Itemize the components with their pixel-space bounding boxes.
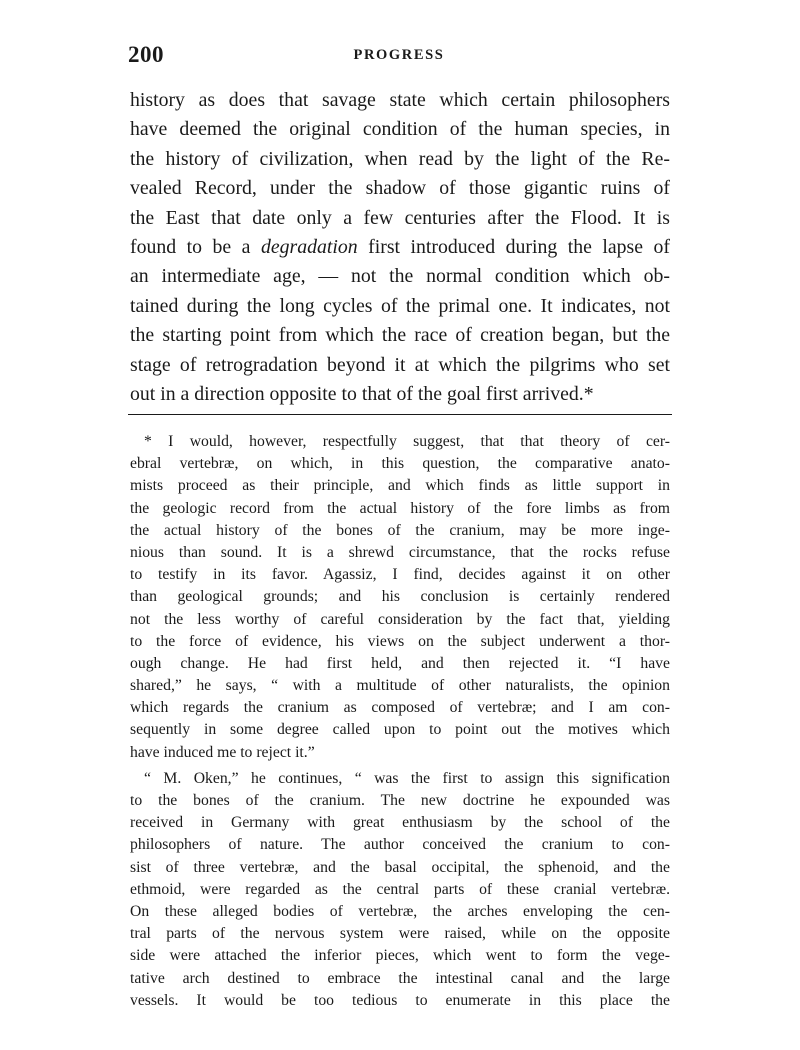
footnote-line: the actual history of the bones of the cranium, may be more inge-: [130, 521, 670, 539]
footnote-line: On these alleged bodies of vertebræ, the arches enveloping the cen-: [130, 902, 670, 920]
footnote-line: tral parts of the nervous system were raised, while on the opposite: [130, 925, 670, 943]
footnote-line: side were attached the inferior pieces, which went to form the vege-: [130, 947, 670, 965]
footnote-line: which regards the cranium as composed of vertebræ; and I am con-: [130, 699, 670, 717]
footnote-divider: [128, 414, 672, 415]
footnote-line: ebral vertebræ, on which, in this question, the comparative anato-: [130, 455, 670, 473]
text-line: the starting point from which the race of creation began, but the: [130, 324, 670, 347]
footnote-line: * I would, however, respectfully suggest, that that theory of cer-: [144, 433, 670, 450]
footnote-line: received in Germany with great enthusiasm by the school of the: [130, 814, 670, 832]
footnote-line: have induced me to reject it.”: [130, 743, 315, 761]
footnote-line: mists proceed as their principle, and which finds as little support in: [130, 477, 670, 495]
text-line: [130, 233, 670, 262]
text-line: have deemed the original condition of the human species, in: [130, 118, 670, 141]
page-header: [128, 42, 670, 72]
text-segment: first introduced during the lapse of: [357, 235, 670, 258]
main-text-block: [130, 86, 670, 409]
footnote-line: sequently in some degree called upon to point out the motives which: [130, 721, 670, 739]
footnote-line: to the force of evidence, his views on the subject underwent a thor-: [130, 632, 670, 650]
text-segment: found to be a: [130, 235, 261, 258]
text-line: an intermediate age, — not the normal condition which ob-: [130, 265, 670, 288]
footnote-line: to the bones of the cranium. The new doctrine he expounded was: [130, 792, 670, 809]
footnote-line: “ M. Oken,” he continues, “ was the first to assign this signification: [144, 769, 670, 787]
footnote-line: philosophers of nature. The author conceived the cranium to con-: [130, 836, 670, 854]
emphasized-word: degradation: [260, 235, 358, 258]
text-line: vealed Record, under the shadow of those gigantic ruins of: [130, 177, 670, 200]
footnote-line: tative arch destined to embrace the intestinal canal and the large: [130, 969, 670, 987]
footnote-block: [130, 431, 670, 1012]
footnote-line: the geologic record from the actual history of the fore limbs as from: [130, 499, 670, 517]
page-number: 200: [128, 42, 164, 67]
text-line: out in a direction opposite to that of the goal first arrived.*: [130, 382, 594, 405]
footnote-line: nious than sound. It is a shrewd circumstance, that the rocks refuse: [130, 543, 670, 561]
footnote-line: shared,” he says, “ with a multitude of other naturalists, the opinion: [130, 677, 670, 695]
text-line: the East that date only a few centuries after the Flood. It is: [130, 206, 670, 229]
text-line: history as does that savage state which certain philosophers: [130, 89, 670, 111]
text-line: tained during the long cycles of the primal one. It indicates, not: [130, 294, 670, 317]
footnote-line: than geological grounds; and his conclusion is certainly rendered: [130, 588, 670, 606]
footnote-line: to testify in its favor. Agassiz, I find, decides against it on other: [130, 566, 670, 584]
footnote-line: vessels. It would be too tedious to enumerate in this place the: [130, 991, 670, 1009]
text-line: the history of civilization, when read by the light of the Re-: [130, 147, 670, 170]
footnote-line: sist of three vertebræ, and the basal occipital, the sphenoid, and the: [130, 858, 670, 876]
running-title: PROGRESS: [353, 47, 445, 63]
text-line: stage of retrogradation beyond it at which the pilgrims who set: [130, 353, 670, 376]
footnote-line: not the less worthy of careful consideration by the fact that, yielding: [130, 610, 670, 628]
footnote-line: ethmoid, were regarded as the central parts of these cranial vertebræ.: [130, 880, 670, 898]
footnote-line: ough change. He had first held, and then rejected it. “I have: [130, 654, 670, 672]
